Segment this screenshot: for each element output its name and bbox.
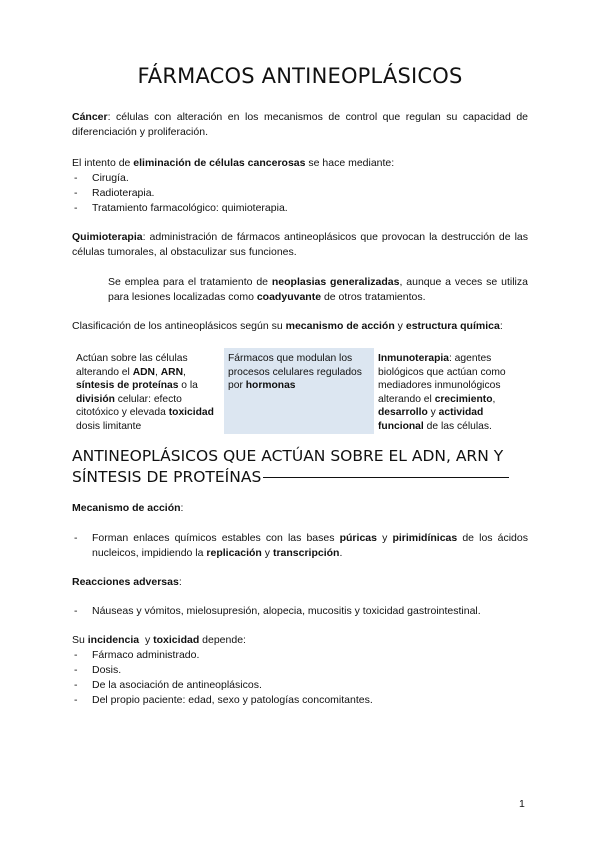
c3-t2: , (492, 393, 496, 405)
reacciones-list (72, 604, 528, 619)
mec-t1: Forman enlaces químicos estables con las bases (92, 532, 340, 544)
quimio-term: Quimioterapia (72, 231, 143, 243)
mec-t2: y (376, 532, 393, 544)
quimio-text: : administración de fármacos antineoplásicos que provocan la destrucción de las células tumorales, al obstaculizar sus funciones. (72, 231, 528, 258)
classification-table (72, 348, 528, 434)
c3-b1: Inmunoterapia (378, 353, 449, 364)
page-number: 1 (519, 798, 525, 810)
list-item: - Cirugía. (72, 171, 528, 186)
clasif-t2: y (394, 320, 406, 332)
table-cell-inmunoterapia (374, 348, 528, 434)
quimioterapia-definition (72, 230, 528, 260)
mec-t5: . (339, 547, 343, 559)
c3-t4: de las células. (423, 420, 492, 432)
c3-t1: : agentes biológicos que actúan como mediadores inmunológicos alterando el (378, 353, 506, 405)
mecanismo-heading (72, 501, 528, 516)
c1-t6: dosis limitante (76, 420, 142, 432)
cancer-term: Cáncer (72, 111, 108, 123)
incidencia-paragraph (72, 633, 528, 648)
c1-t5: celular: efecto citotóxico y elevada (76, 393, 182, 418)
emplea-paragraph (108, 275, 528, 305)
cancer-definition (72, 110, 528, 140)
intento-pre: El intento de (72, 157, 134, 169)
table-cell-hormonas (224, 348, 374, 434)
incidencia-list (72, 648, 528, 708)
list-item: - Fármaco administrado. (72, 648, 528, 663)
c1-t4: o la (178, 380, 198, 391)
emplea-b2: coadyuvante (256, 291, 322, 303)
clasif-b1: mecanismo de acción (285, 320, 395, 332)
c3-t3: y (427, 407, 439, 418)
emplea-t1: Se emplea para el tratamiento de (108, 276, 272, 288)
emplea-t3: de otros tratamientos. (321, 291, 426, 303)
c1-b5: toxicidad (168, 407, 214, 418)
c1-b3: síntesis de proteínas (76, 380, 179, 391)
clasif-t1: Clasificación de los antineoplásicos según su (72, 320, 286, 332)
intento-paragraph (72, 156, 528, 171)
clasif-t3: : (499, 320, 503, 332)
intento-post: se hace mediante: (305, 157, 395, 169)
inc-t3: depende: (199, 634, 246, 646)
reacciones-colon: : (178, 576, 182, 588)
list-item: - Radioterapia. (72, 186, 528, 201)
section-heading (72, 446, 528, 488)
mec-b2: pirimidínicas (392, 532, 458, 544)
c3-b3: desarrollo (378, 407, 428, 418)
list-item: - Tratamiento farmacológico: quimioterapia. (72, 201, 528, 216)
clasif-b2: estructura química (405, 320, 500, 332)
emplea-t2: , aunque a veces se utiliza para lesiones localizadas como (108, 276, 528, 303)
list-item: - De la asociación de antineoplásicos. (72, 678, 528, 693)
c1-b4: división (76, 393, 115, 405)
table-cell-adn (72, 348, 224, 434)
c1-t3: , (183, 366, 186, 378)
clasificacion-paragraph (72, 319, 528, 334)
mec-t3: de los ácidos nucleicos, impidiendo la (92, 532, 528, 559)
heading-rule (263, 477, 509, 478)
c1-b1: ADN (132, 366, 155, 378)
c2-t1: Fármacos que modulan los procesos celulares regulados por (228, 353, 362, 391)
cancer-text: : células con alteración en los mecanismos de control que regulan su capacidad de diferenciación y proliferación. (72, 111, 528, 138)
reacciones-heading-text: Reacciones adversas (72, 576, 179, 588)
list-item (72, 531, 528, 561)
inc-b2: toxicidad (153, 634, 200, 646)
mecanismo-heading-text: Mecanismo de acción (72, 502, 181, 514)
inc-b1: incidencia (87, 634, 140, 646)
inc-t1: Su (72, 634, 88, 646)
list-item: - Náuseas y vómitos, mielosupresión, alopecia, mucositis y toxicidad gastrointestinal. (72, 604, 528, 619)
emplea-b1: neoplasias generalizadas (271, 276, 400, 288)
c2-b1: hormonas (245, 380, 296, 391)
mec-b1: púricas (339, 532, 377, 544)
page-title: FÁRMACOS ANTINEOPLÁSICOS (137, 64, 463, 88)
mecanismo-list (72, 531, 528, 561)
intento-list (72, 171, 528, 216)
c3-b4: actividad funcional (378, 407, 484, 432)
c3-b2: crecimiento (434, 393, 493, 405)
inc-t2: y (139, 634, 154, 646)
mecanismo-colon: : (180, 502, 184, 514)
c1-t2: , (155, 366, 161, 378)
c1-b2: ARN (160, 366, 184, 378)
mec-b4: transcripción (272, 547, 340, 559)
list-item: - Del propio paciente: edad, sexo y patologías concomitantes. (72, 693, 528, 708)
reacciones-heading (72, 575, 528, 590)
mec-b3: replicación (206, 547, 262, 559)
mec-t4: y (261, 547, 273, 559)
list-item: - Dosis. (72, 663, 528, 678)
intento-bold: eliminación de células cancerosas (133, 157, 306, 169)
section-title: ANTINEOPLÁSICOS QUE ACTÚAN SOBRE EL ADN, ARN Y SÍNTESIS DE PROTEÍNAS (72, 447, 504, 486)
c1-t1: Actúan sobre las células alterando el (76, 353, 188, 378)
